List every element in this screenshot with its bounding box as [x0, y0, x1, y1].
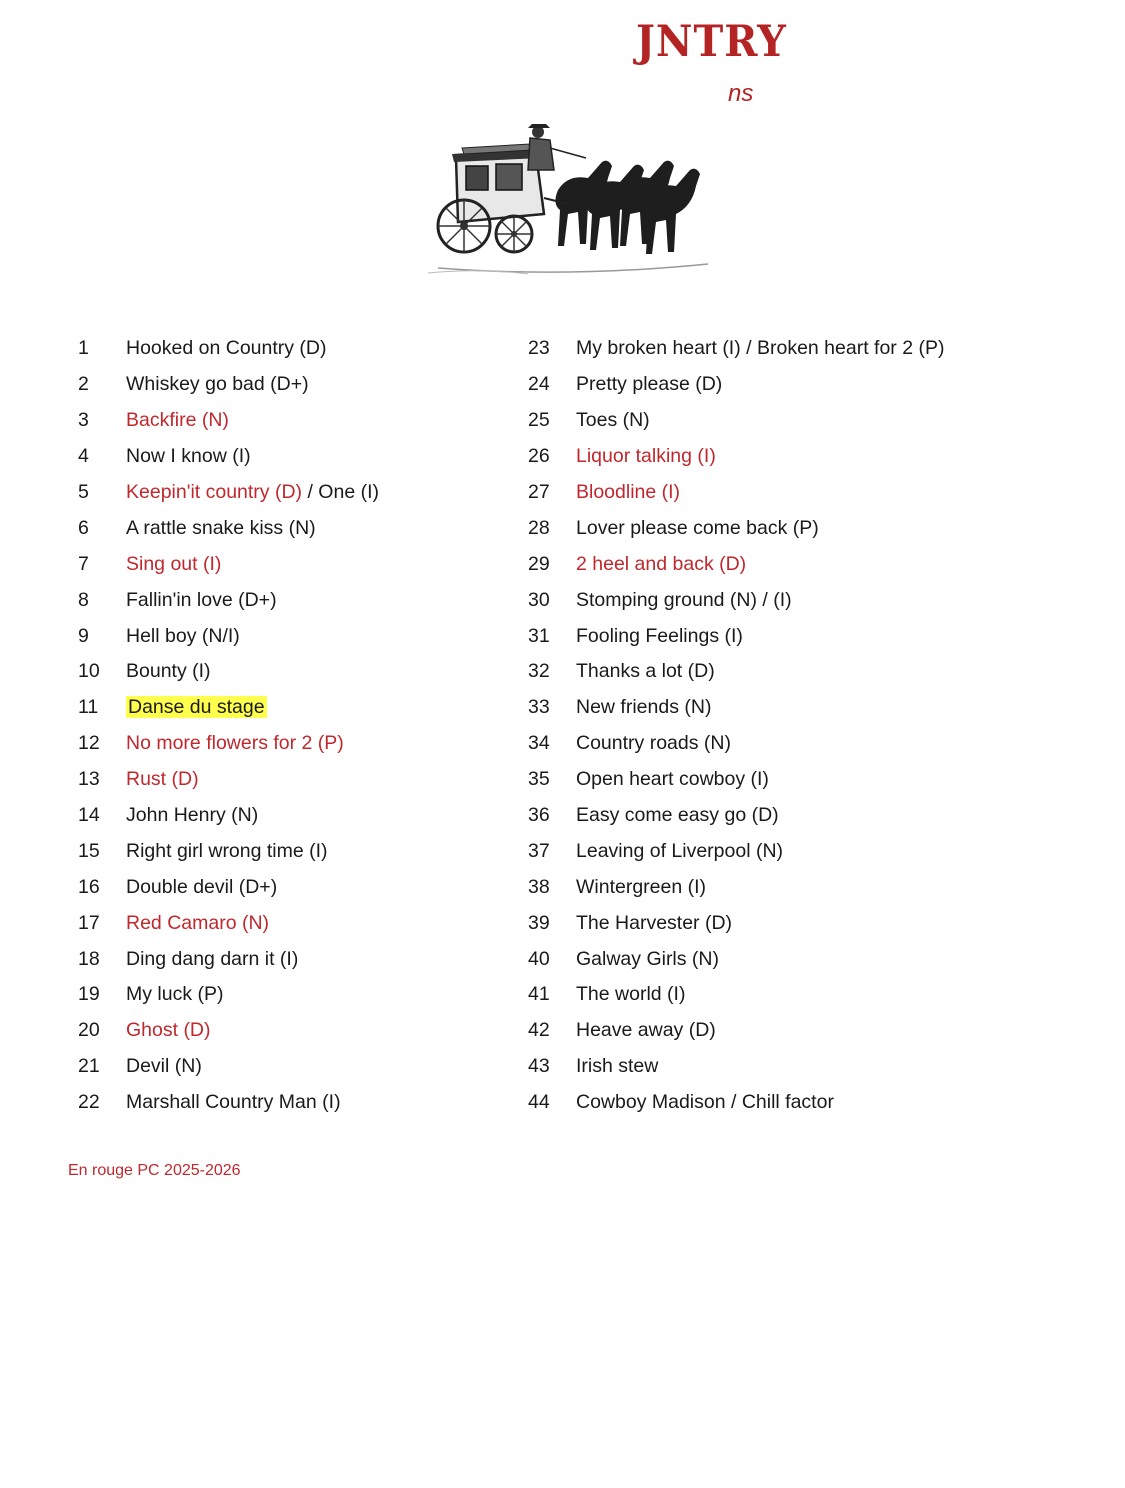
song-number: 15 [78, 839, 100, 862]
song-title-part: / One (I) [302, 481, 379, 503]
song-list-item [78, 582, 379, 618]
song-title [126, 445, 251, 468]
song-list-item [528, 510, 944, 546]
song-title-part: Stomping ground (N) / (I) [576, 588, 792, 611]
song-list-item [78, 798, 379, 834]
song-number: 19 [78, 983, 100, 1006]
song-list-item [78, 403, 379, 439]
song-title-part: Devil (N) [126, 1055, 202, 1078]
song-title [126, 589, 277, 612]
song-title-part: Bounty (I) [126, 660, 211, 683]
song-list-item [528, 618, 944, 654]
song-title [126, 337, 327, 360]
song-list-item [528, 654, 944, 690]
song-list-item [528, 977, 944, 1013]
song-list-item [528, 833, 944, 869]
song-list-item [78, 546, 379, 582]
song-number: 28 [528, 516, 550, 539]
song-title [576, 1055, 658, 1078]
song-number: 34 [528, 732, 550, 755]
song-title [126, 983, 224, 1006]
song-title-part: Liquor talking (I) [576, 445, 716, 468]
song-list-item [528, 941, 944, 977]
song-number: 17 [78, 911, 100, 934]
song-list-item [78, 475, 379, 511]
song-title-part: Bloodline (I) [576, 481, 681, 503]
song-number: 30 [528, 588, 550, 611]
song-list-item [78, 331, 379, 367]
song-title [576, 768, 769, 791]
song-list-item [528, 905, 944, 941]
song-number: 13 [78, 768, 100, 791]
song-title [126, 876, 277, 899]
song-title [126, 373, 309, 396]
song-title-part: My broken heart (I) / Broken heart for 2 (P) [576, 337, 945, 360]
song-number: 5 [78, 481, 89, 503]
song-title [126, 912, 269, 935]
song-list-item [78, 905, 379, 941]
song-title [576, 517, 819, 540]
song-title [126, 732, 344, 755]
song-title [576, 948, 719, 971]
song-title [126, 1055, 202, 1078]
song-title-part: Whiskey go bad (D+) [126, 373, 309, 396]
song-title [126, 804, 258, 827]
song-title [576, 876, 706, 899]
song-number: 44 [528, 1091, 550, 1114]
song-number: 16 [78, 875, 100, 898]
song-title-part: Fallin'in love (D+) [126, 588, 277, 611]
song-title-part: Now I know (I) [126, 445, 251, 468]
song-list-item [528, 331, 944, 367]
song-title-part: Pretty please (D) [576, 373, 723, 396]
song-list-item [78, 1013, 379, 1049]
song-list-item [528, 1013, 944, 1049]
song-number: 26 [528, 445, 550, 468]
song-title [126, 1019, 211, 1042]
song-number: 39 [528, 911, 550, 934]
song-number: 24 [528, 373, 550, 396]
song-number: 11 [78, 696, 99, 719]
song-list-item [528, 475, 944, 511]
song-number: 36 [528, 804, 550, 827]
song-list-right [528, 331, 944, 1121]
song-list-item [528, 1085, 944, 1121]
song-title-part: Country roads (N) [576, 732, 731, 755]
song-number: 41 [528, 983, 550, 1006]
song-number: 10 [78, 660, 100, 683]
song-number: 38 [528, 875, 550, 898]
song-title [126, 840, 328, 863]
song-title-part: Galway Girls (N) [576, 947, 720, 970]
song-title-part: Sing out (I) [126, 552, 222, 575]
song-number: 33 [528, 696, 550, 719]
song-number: 25 [528, 409, 550, 432]
song-title-part: Fooling Feelings (I) [576, 624, 743, 647]
song-title [576, 337, 944, 360]
song-number: 18 [78, 947, 100, 970]
song-number: 4 [78, 445, 89, 468]
song-title [576, 1091, 834, 1114]
song-number: 14 [78, 804, 100, 827]
song-number: 20 [78, 1019, 100, 1042]
song-number: 23 [528, 337, 550, 360]
song-title [126, 481, 379, 504]
song-title [576, 481, 680, 504]
song-number: 35 [528, 768, 550, 791]
song-title [126, 625, 240, 648]
song-title-part: Irish stew [576, 1055, 659, 1078]
song-title [126, 660, 211, 683]
song-list-item [78, 618, 379, 654]
song-title-part: 2 heel and back (D) [576, 552, 747, 575]
song-title-part: Ghost (D) [126, 1019, 211, 1042]
song-title-part: Ding dang darn it (I) [126, 947, 299, 970]
song-number: 2 [78, 373, 89, 396]
song-title-part: Double devil (D+) [126, 875, 278, 898]
song-number: 29 [528, 552, 550, 575]
song-title [576, 589, 792, 612]
song-list-item [528, 367, 944, 403]
song-number: 27 [528, 481, 550, 503]
song-title [576, 625, 743, 648]
song-number: 42 [528, 1019, 550, 1042]
song-list-item [528, 798, 944, 834]
song-title-part: The world (I) [576, 983, 686, 1006]
stagecoach-illustration [418, 118, 718, 286]
song-number: 6 [78, 516, 89, 539]
song-number: 37 [528, 839, 550, 862]
song-title-part: Heave away (D) [576, 1019, 716, 1042]
song-title [576, 840, 783, 863]
song-title-part: Leaving of Liverpool (N) [576, 839, 784, 862]
song-title-part: Danse du stage [128, 696, 265, 719]
song-list-item [528, 762, 944, 798]
song-title-part: Right girl wrong time (I) [126, 839, 328, 862]
song-list-item [528, 1049, 944, 1085]
song-list-left [78, 331, 379, 1121]
song-list-item [78, 1085, 379, 1121]
song-number: 9 [78, 624, 89, 647]
song-list-item [78, 510, 379, 546]
song-title [576, 696, 711, 719]
song-title-part: A rattle snake kiss (N) [126, 516, 316, 539]
song-title [576, 983, 685, 1006]
song-list-item [78, 762, 379, 798]
song-title [126, 409, 229, 432]
song-title-part: Hell boy (N/I) [126, 624, 240, 647]
song-number: 1 [78, 337, 89, 360]
song-title [126, 948, 298, 971]
song-list-item [78, 977, 379, 1013]
song-list-item [78, 941, 379, 977]
song-title-part: Toes (N) [576, 409, 650, 432]
song-number: 21 [78, 1055, 100, 1078]
song-title [576, 373, 722, 396]
song-title-part: Easy come easy go (D) [576, 804, 779, 827]
song-list-item [78, 869, 379, 905]
song-number: 7 [78, 552, 89, 575]
song-list-item [78, 690, 379, 726]
song-title [126, 1091, 341, 1114]
song-number: 12 [78, 732, 100, 755]
song-number: 40 [528, 947, 550, 970]
song-title-part: Keepin'it country (D) [126, 481, 303, 503]
song-list-item [78, 654, 379, 690]
song-title-part: Rust (D) [126, 768, 199, 791]
song-title [576, 804, 779, 827]
song-title-part: The Harvester (D) [576, 911, 733, 934]
song-title-part: Open heart cowboy (I) [576, 768, 769, 791]
song-title [576, 553, 746, 576]
song-list-item [528, 869, 944, 905]
song-title-part: No more flowers for 2 (P) [126, 732, 344, 755]
song-list-item [528, 582, 944, 618]
song-number: 31 [528, 624, 550, 647]
song-list-item [78, 833, 379, 869]
song-number: 32 [528, 660, 550, 683]
song-list-item [528, 546, 944, 582]
song-list-item [528, 439, 944, 475]
song-title [126, 517, 316, 540]
song-title [576, 660, 715, 683]
song-title [576, 409, 650, 432]
song-title-part: My luck (P) [126, 983, 224, 1006]
song-title-part: Backfire (N) [126, 409, 229, 432]
song-title-part: Lover please come back (P) [576, 516, 819, 539]
song-number: 8 [78, 588, 89, 611]
page-subtitle: ns [728, 80, 754, 107]
song-title-part: Hooked on Country (D) [126, 337, 327, 360]
song-list-item [528, 403, 944, 439]
song-title [126, 696, 267, 719]
song-title [576, 1019, 716, 1042]
song-list-item [528, 690, 944, 726]
footer-note: En rouge PC 2025-2026 [68, 1162, 241, 1179]
song-title-part: Red Camaro (N) [126, 911, 270, 934]
song-title-part: Thanks a lot (D) [576, 660, 715, 683]
song-title [126, 768, 199, 791]
song-list-item [78, 439, 379, 475]
song-title [576, 912, 732, 935]
song-list-item [78, 1049, 379, 1085]
song-title-part: John Henry (N) [126, 804, 259, 827]
song-title-part: New friends (N) [576, 696, 712, 719]
song-title [576, 445, 716, 468]
page-title: JNTRY [636, 16, 787, 67]
song-title-part: Cowboy Madison / Chill factor [576, 1091, 834, 1114]
song-list-item [78, 367, 379, 403]
song-number: 43 [528, 1055, 550, 1078]
song-title [126, 553, 221, 576]
song-number: 22 [78, 1091, 100, 1114]
song-title-part: Wintergreen (I) [576, 875, 707, 898]
song-number: 3 [78, 409, 89, 432]
song-title-part: Marshall Country Man (I) [126, 1091, 341, 1114]
song-list-item [528, 726, 944, 762]
song-title [576, 732, 731, 755]
song-list-item [78, 726, 379, 762]
